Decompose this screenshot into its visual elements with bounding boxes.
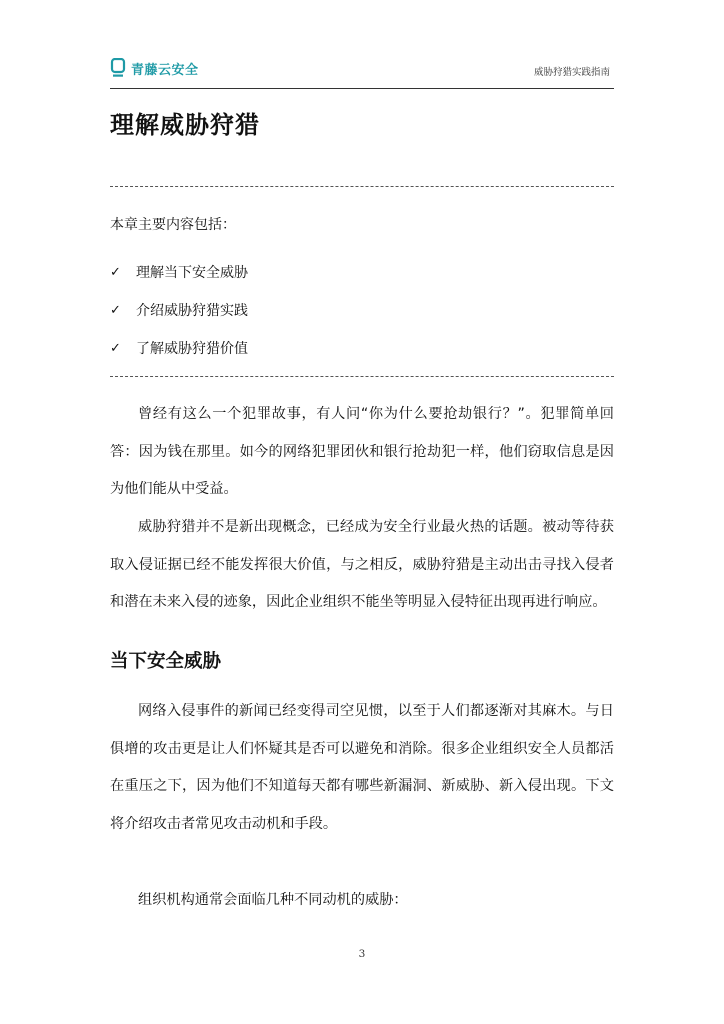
chapter-contents-list [110, 253, 248, 367]
paragraph: 组织机构通常会面临几种不同动机的威胁： [138, 892, 408, 908]
list-item [110, 253, 248, 291]
paragraph: 网络入侵事件的新闻已经变得司空见惯，以至于人们都逐渐对其麻木。与日俱增的攻击更是让人们怀疑其是否可以避免和消除。很多企业组织安全人员都活在重压之下，因为他们不知道每天都有哪些新漏洞、新威胁、新入侵出现。下文将介绍攻击者常见攻击动机和手段。 [110, 703, 614, 832]
header-divider [110, 88, 614, 89]
list-item-label: 理解当下安全威胁 [136, 265, 248, 281]
dashed-divider-bottom [110, 376, 614, 377]
chapter-title: 理解威胁狩猎 [110, 111, 260, 139]
dashed-divider-top [110, 186, 614, 187]
list-item [110, 291, 248, 329]
shield-logo-icon [110, 58, 126, 78]
paragraph: 曾经有这么一个犯罪故事，有人问“你为什么要抢劫银行？”。犯罪简单回答：因为钱在那里。如今的网络犯罪团伙和银行抢劫犯一样，他们窃取信息是因为他们能从中受益。 [110, 406, 614, 497]
brand-name: 青藤云安全 [131, 62, 199, 78]
header-doc-title: 威胁狩猎实践指南 [533, 67, 610, 78]
list-item-label: 了解威胁狩猎价值 [136, 341, 248, 357]
page-header [110, 58, 614, 88]
list-item [110, 329, 248, 367]
checkmark-icon: ✓ [110, 264, 121, 280]
chapter-intro: 本章主要内容包括： [110, 217, 236, 233]
checkmark-icon: ✓ [110, 302, 121, 318]
list-item-label: 介绍威胁狩猎实践 [136, 303, 248, 319]
brand-logo [110, 58, 199, 78]
checkmark-icon: ✓ [110, 340, 121, 356]
paragraph: 威胁狩猎并不是新出现概念，已经成为安全行业最火热的话题。被动等待获取入侵证据已经不能发挥很大价值，与之相反，威胁狩猎是主动出击寻找入侵者和潜在未来入侵的迹象，因此企业组织不能坐等明显入侵特征出现再进行响应。 [110, 519, 614, 610]
page-number: 3 [358, 948, 366, 960]
section-heading: 当下安全威胁 [110, 651, 222, 672]
